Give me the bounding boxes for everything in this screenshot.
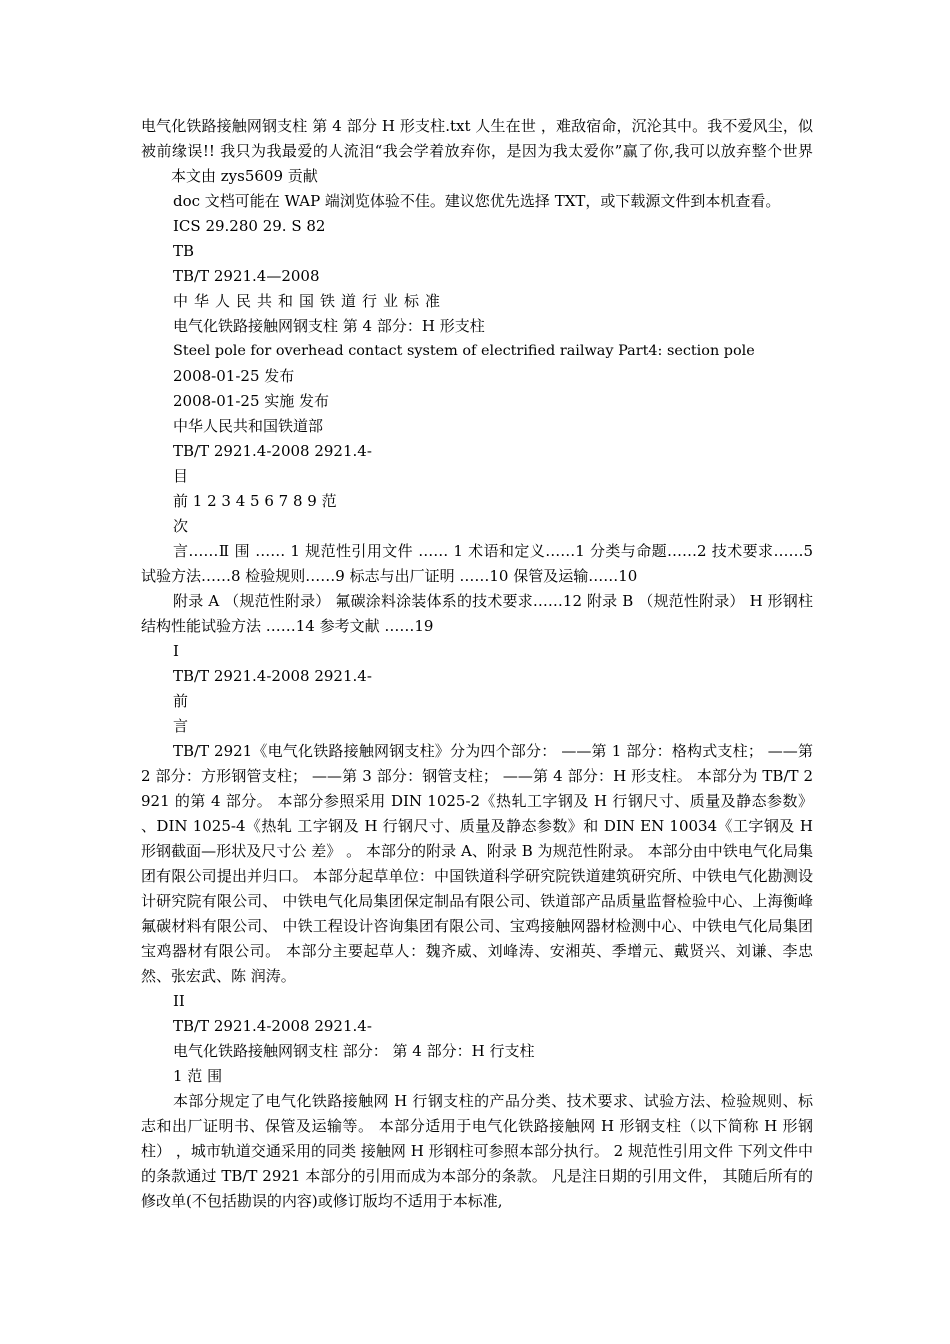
foreword-heading-part1: 前	[173, 692, 189, 710]
toc-heading-part1: 目	[173, 467, 189, 485]
page-header-number: TB/T 2921.4-2008 2921.4-	[173, 1017, 372, 1035]
page-header-number: TB/T 2921.4-2008 2921.4-	[173, 667, 372, 685]
toc-appendix-paragraph: 附录 A （规范性附录） 氟碳涂料涂装体系的技术要求……12 附录 B （规范性附录） H 形钢柱结构性能试验方法 ……14 参考文献 ……19	[141, 592, 813, 635]
issuing-authority: 中华人民共和国铁道部	[173, 417, 324, 435]
foreword-heading-part2: 言	[173, 717, 189, 735]
toc-heading-part2: 次	[173, 517, 189, 535]
page-header-number: TB/T 2921.4-2008 2921.4-	[173, 442, 372, 460]
toc-entries-paragraph: 言……Ⅱ 围 …… 1 规范性引用文件 …… 1 术语和定义……1 分类与命题……2 技术要求……5 试验方法……8 检验规则……9 标志与出厂证明 ……10 保管及运输……10	[141, 542, 813, 585]
scope-heading: 1 范 围	[173, 1067, 223, 1085]
toc-numbers-line: 前 1 2 3 4 5 6 7 8 9 范	[173, 492, 337, 510]
industry-standard-title: 中华人民共和国铁道行业标准	[173, 292, 447, 310]
document-title-en: Steel pole for overhead contact system of electrified railway Part4: section pole	[173, 343, 755, 359]
tb-mark: TB	[173, 242, 195, 260]
format-notice-paragraph: doc 文档可能在 WAP 端浏览体验不佳。建议您优先选择 TXT，或下载源文件到本机查看。	[173, 192, 781, 210]
implement-date: 2008-01-25 实施 发布	[173, 392, 330, 410]
page-number-roman-1: I	[173, 642, 179, 660]
standard-number: TB/T 2921.4—2008	[173, 267, 320, 285]
publish-date: 2008-01-25 发布	[173, 367, 295, 385]
document-title-cn: 电气化铁路接触网钢支柱 第 4 部分：H 形支柱	[173, 317, 485, 335]
ics-code: ICS 29.280 29. S 82	[173, 217, 326, 235]
scope-paragraph: 本部分规定了电气化铁路接触网 H 行钢支柱的产品分类、技术要求、试验方法、检验规则、标 志和出厂证明书、保管及运输等。 本部分适用于电气化铁路接触网 H 形钢支柱（以下简称 H 形钢柱） ，城市轨道交通采用的同类 接触网 H 形钢柱可参照本部分执行。 2 规范性引用文件 下列文件中的条款通过 TB/T 2921 本部分的引用而成为本部分的条款。 凡是注日期的引用文件， 其随后所有的修改单(不包括勘误的内容)或修订版均不适用于本标准,	[141, 1092, 813, 1210]
section-title: 电气化铁路接触网钢支柱 部分： 第 4 部分：H 行支柱	[173, 1042, 535, 1060]
source-note-paragraph: 电气化铁路接触网钢支柱 第 4 部分 H 形支柱.txt 人生在世 ，难敌宿命，沉沦其中。我不爱风尘，似被前缘误!! 我只为我最爱的人流泪“我会学着放弃你，是因为我太爱你”赢了你,我可以放弃整个世界 本文由 zys5609 贡献	[141, 117, 813, 185]
page-number-roman-2: II	[173, 992, 185, 1010]
foreword-paragraph: TB/T 2921《电气化铁路接触网钢支柱》分为四个部分： ——第 1 部分：格构式支柱； ——第 2 部分：方形钢管支柱； ——第 3 部分：钢管支柱； ——第 4 部分：H 形支柱。 本部分为 TB/T 2921 的第 4 部分。 本部分参照采用 DIN 1025-2《热轧工字钢及 H 行钢尺寸、质量及静态参数》 、DIN 1025-4《热轧 工字钢及 H 行钢尺寸、质量及静态参数》和 DIN EN 10034《工字钢及 H 形钢截面—形状及尺寸公 差》 。 本部分的附录 A、附录 B 为规范性附录。 本部分由中铁电气化局集团有限公司提出并归口。 本部分起草单位：中国铁道科学研究院铁道建筑研究所、中铁电气化勘测设计研究院有限公司、 中铁电气化局集团保定制品有限公司、铁道部产品质量监督检验中心、上海衡峰氟碳材料有限公司、 中铁工程设计咨询集团有限公司、宝鸡接触网器材检测中心、中铁电气化局集团宝鸡器材有限公司。 本部分主要起草人：魏齐威、刘峰涛、安湘英、季增元、戴贤兴、刘谦、李忠然、张宏武、陈 润涛。	[141, 742, 813, 985]
document-body	[141, 114, 813, 1214]
